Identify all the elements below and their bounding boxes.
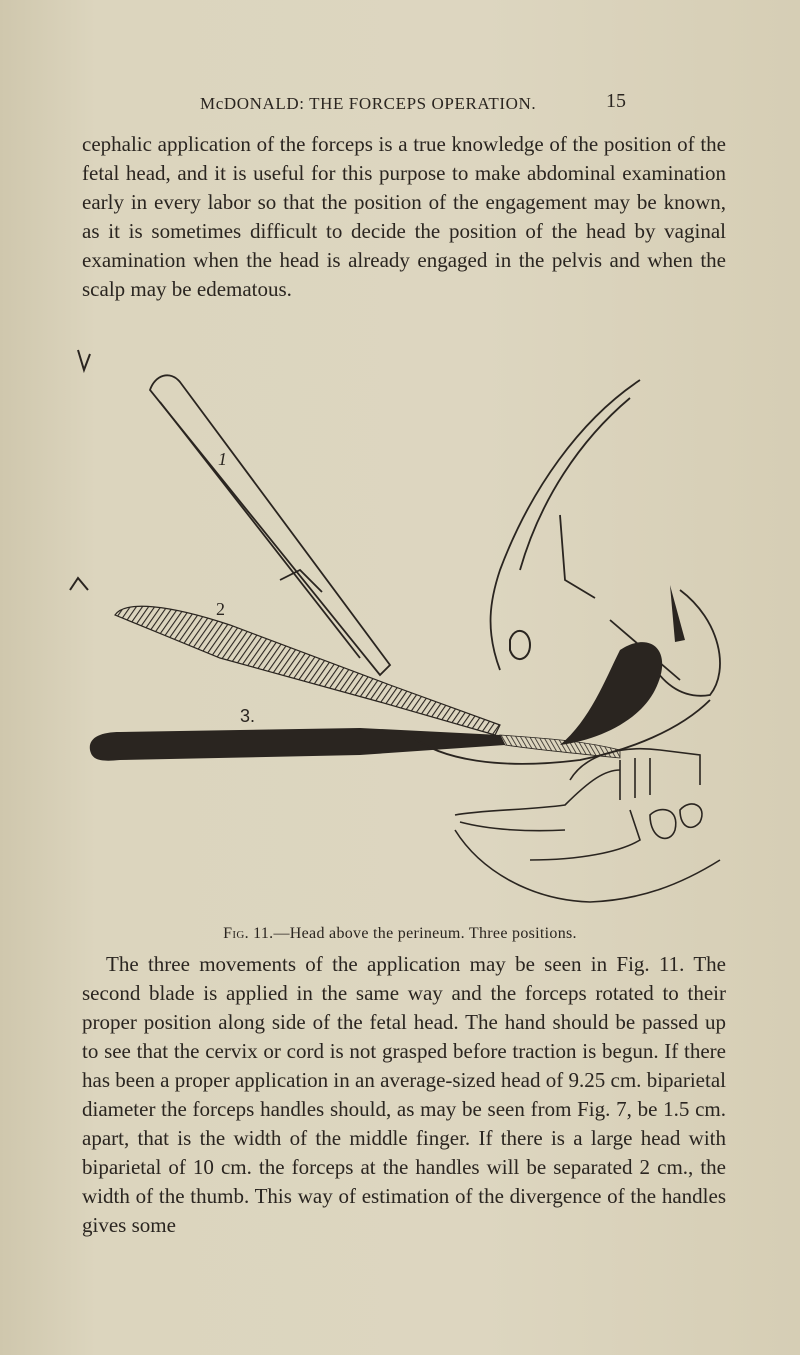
forceps-illustration	[60, 340, 740, 910]
paragraph-intro: cephalic application of the forceps is a true knowledge of the position of the fetal head, and it is useful for this purpose to make abdominal examination early in every labor so that the position of the engagement may be known, as it is sometimes difficult to decide the position of the head by vaginal examination when the head is already engaged in the pelvis and when the scalp may be edematous.	[82, 132, 726, 301]
label-position-3: 3.	[240, 706, 256, 726]
blade-tip-mark	[78, 350, 90, 370]
page-number: 15	[606, 90, 626, 112]
forceps-handle-position-3	[90, 728, 620, 761]
label-position-2: 2	[216, 599, 225, 619]
figure-caption-label: Fig. 11.	[223, 925, 274, 942]
running-header: McDONALD: THE FORCEPS OPERATION.	[200, 94, 537, 113]
pelvis-outline	[491, 380, 720, 696]
perineum-structures	[455, 749, 720, 902]
forceps-blade-position-2	[70, 578, 500, 735]
paragraph-movements: The three movements of the application may be seen in Fig. 11. The second blade is applied in the same way and the forceps rotated to their proper position along side of the fetal head. The hand should be passed up to see that the cervix or cord is not grasped before traction is begun. If there has been a proper application in an average-sized head of 9.25 cm. biparietal diameter the forceps handles should, as may be seen from Fig. 7, be 1.5 cm. apart, that is the width of the middle finger. If there is a large head with biparietal of 10 cm. the forceps at the handles will be separated 2 cm., the width of the thumb. This way of estimation of the divergence of the handles gives some	[82, 952, 726, 1237]
label-position-1: 1	[218, 449, 227, 469]
figure-caption	[100, 925, 700, 943]
blade-in-pelvis	[560, 585, 685, 745]
figure-caption-text: —Head above the perineum. Three positions.	[273, 925, 577, 942]
